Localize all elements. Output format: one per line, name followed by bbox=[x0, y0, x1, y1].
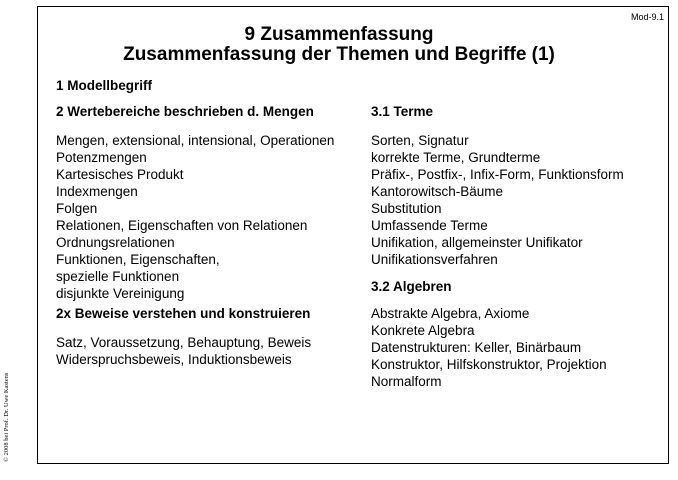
left-section-2-list bbox=[56, 132, 334, 302]
list-item: Kantorowitsch-Bäume bbox=[371, 184, 504, 199]
page-id: Mod-9.1 bbox=[630, 12, 664, 22]
list-item: Potenzmengen bbox=[56, 150, 147, 165]
list-item: Substitution bbox=[371, 201, 442, 216]
section-heading: 2x Beweise verstehen und konstruieren bbox=[56, 306, 311, 321]
section-heading: 1 Modellbegriff bbox=[56, 78, 153, 93]
section-heading: 2 Wertebereiche beschrieben d. Mengen bbox=[56, 104, 314, 119]
list-item: Ordnungsrelationen bbox=[56, 235, 175, 250]
section-heading: 3.2 Algebren bbox=[371, 279, 452, 294]
list-item: Datenstrukturen: Keller, Binärbaum bbox=[371, 340, 582, 355]
list-item: Relationen, Eigenschaften von Relationen bbox=[56, 218, 308, 233]
copyright-note: © 2008 bei Prof. Dr. Uwe Kastens bbox=[3, 372, 10, 462]
list-item: Unifikation, allgemeinster Unifikator bbox=[371, 235, 583, 250]
list-item: Konstruktor, Hilfskonstruktor, Projektion bbox=[371, 357, 607, 372]
list-item: Folgen bbox=[56, 201, 98, 216]
right-section-32 bbox=[371, 278, 452, 295]
list-item: Abstrakte Algebra, Axiome bbox=[371, 306, 530, 321]
list-item: Kartesisches Produkt bbox=[56, 167, 184, 182]
list-item: Mengen, extensional, intensional, Operationen bbox=[56, 133, 335, 148]
list-item: Funktionen, Eigenschaften, bbox=[56, 252, 220, 267]
list-item: Indexmengen bbox=[56, 184, 138, 199]
left-section-2 bbox=[56, 103, 314, 120]
list-item: Konkrete Algebra bbox=[371, 323, 475, 338]
section-heading: 3.1 Terme bbox=[371, 104, 434, 119]
left-section-2x-list bbox=[56, 334, 311, 368]
list-item: Satz, Voraussetzung, Behauptung, Beweis bbox=[56, 335, 312, 350]
title-line-1: 9 Zusammenfassung bbox=[244, 24, 434, 45]
list-item: Umfassende Terme bbox=[371, 218, 488, 233]
list-item: Präfix-, Postfix-, Infix-Form, Funktionsform bbox=[371, 167, 624, 182]
right-section-31-list bbox=[371, 132, 624, 268]
page-title bbox=[0, 25, 678, 65]
left-section-1 bbox=[56, 77, 152, 94]
list-item: Sorten, Signatur bbox=[371, 133, 469, 148]
list-item: disjunkte Vereinigung bbox=[56, 286, 185, 301]
list-item: Unifikationsverfahren bbox=[371, 252, 498, 267]
right-section-32-list bbox=[371, 305, 607, 390]
list-item: spezielle Funktionen bbox=[56, 269, 180, 284]
right-section-31 bbox=[371, 103, 433, 120]
list-item: Widerspruchsbeweis, Induktionsbeweis bbox=[56, 352, 292, 367]
list-item: Normalform bbox=[371, 374, 442, 389]
left-section-2x bbox=[56, 305, 310, 322]
title-line-2: Zusammenfassung der Themen und Begriffe (1) bbox=[123, 44, 555, 65]
list-item: korrekte Terme, Grundterme bbox=[371, 150, 541, 165]
